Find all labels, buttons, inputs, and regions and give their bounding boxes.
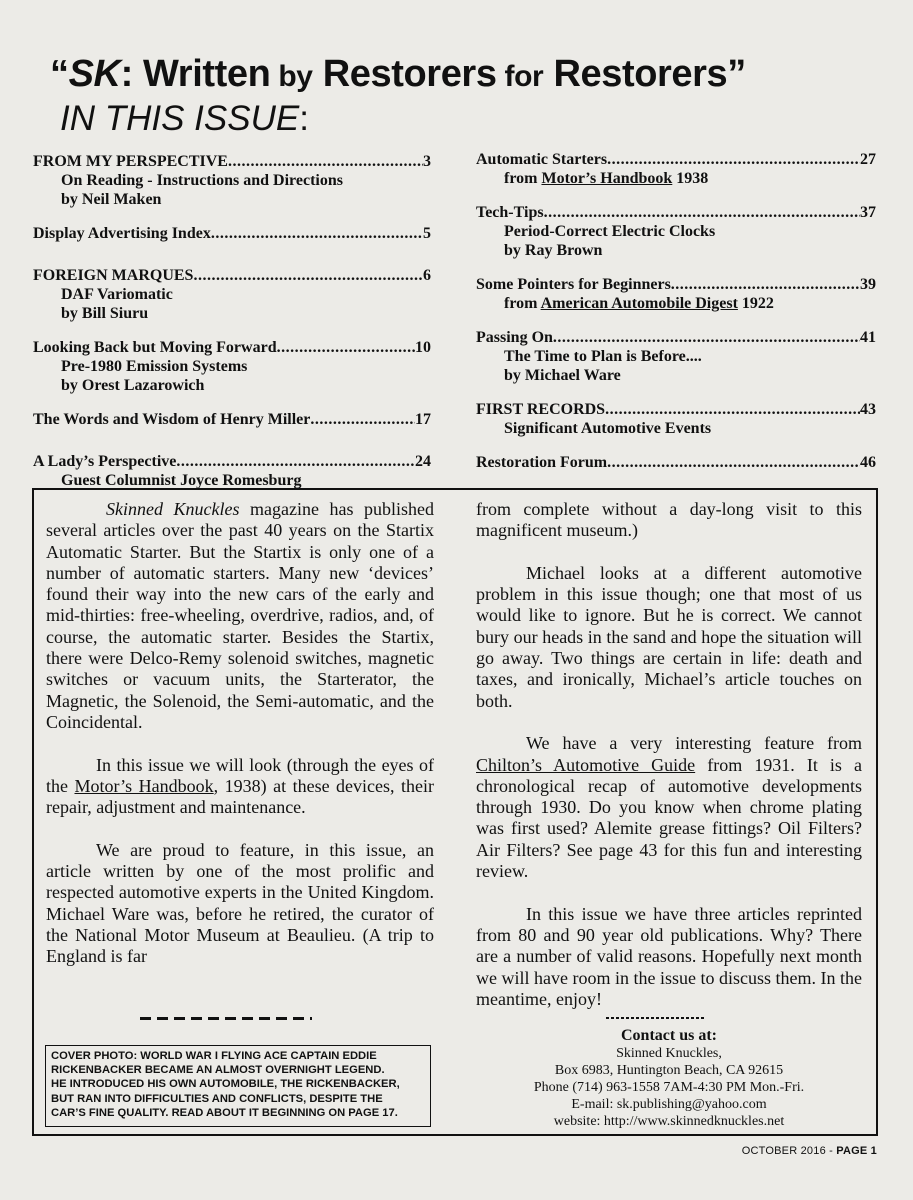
toc-page: 3	[423, 153, 431, 170]
toc-page: 5	[423, 225, 431, 242]
contact-address: Box 6983, Huntington Beach, CA 92615	[554, 1063, 784, 1078]
toc-entry[interactable]	[33, 410, 431, 429]
contact-heading: Contact us at:	[621, 1027, 717, 1044]
toc-page: 41	[860, 329, 876, 346]
toc-entry[interactable]	[476, 150, 876, 188]
toc-title: The Words and Wisdom of Henry Miller	[33, 411, 311, 428]
masthead-title: “SK: Written by Restorers for Restorers”	[50, 53, 746, 95]
toc-entry[interactable]	[476, 328, 876, 385]
in-this-issue-heading: IN THIS ISSUE:	[60, 99, 309, 138]
toc-title: Display Advertising Index	[33, 225, 211, 242]
toc-title: A Lady’s Perspective	[33, 453, 177, 470]
contact-website[interactable]: website: http://www.skinnedknuckles.net	[553, 1114, 785, 1129]
toc-left-column	[33, 152, 431, 505]
editorial-paragraph: In this issue we have three articles reprinted from 80 and 90 year old publications. Why? There are a number of valid reasons. Hopefully next month we will have room in the issue to discuss them. In the meantime, enjoy!	[476, 903, 862, 1009]
toc-author: by Bill Siuru	[61, 305, 149, 322]
toc-subtitle: On Reading - Instructions and Directions	[61, 172, 343, 189]
toc-title: FOREIGN MARQUES	[33, 267, 194, 284]
toc-entry[interactable]	[33, 266, 431, 323]
toc-title: Passing On	[476, 329, 553, 346]
editorial-paragraph: Michael looks at a different automotive problem in this issue though; one that most of us would like to ignore. But he is correct. We cannot bury our heads in the sand and hope the situation will go away. Two things are certain in life: death and taxes, and ironically, Michael’s article touches on both.	[476, 562, 862, 711]
toc-title: FIRST RECORDS	[476, 401, 606, 418]
toc-title: Tech-Tips	[476, 204, 544, 221]
toc-author: by Neil Maken	[61, 191, 162, 208]
toc-entry[interactable]	[33, 224, 431, 243]
toc-title: Automatic Starters	[476, 151, 608, 168]
toc-subtitle: Period-Correct Electric Clocks	[504, 223, 716, 240]
toc-entry[interactable]	[476, 400, 876, 438]
toc-entry[interactable]	[33, 152, 431, 209]
toc-page: 10	[415, 339, 431, 356]
editorial-paragraph: In this issue we will look (through the eyes of the Motor’s Handbook, 1938) at these devices, their repair, adjustment and maintenance.	[46, 754, 434, 818]
toc-page: 43	[860, 401, 876, 418]
toc-title: Looking Back but Moving Forward	[33, 339, 277, 356]
toc-page: 24	[415, 453, 431, 470]
editorial-paragraph: We have a very interesting feature from Chilton’s Automotive Guide from 1931. It is a chronological recap of automotive developments through 1930. Do you know when chrome plating was first used? Alemite grease fittings? Oil Filters? Air Filters? See page 43 for this fun and interesting review.	[476, 733, 862, 882]
toc-author: by Ray Brown	[504, 242, 603, 259]
editorial-paragraph: from complete without a day-long visit to this magnificent museum.)	[476, 499, 862, 541]
toc-entry[interactable]	[33, 452, 431, 490]
contact-name: Skinned Knuckles,	[616, 1046, 722, 1061]
toc-author: by Orest Lazarowich	[61, 377, 205, 394]
toc-right-column	[476, 150, 876, 487]
toc-page: 17	[415, 411, 431, 428]
toc-subtitle: Significant Automotive Events	[504, 420, 712, 437]
toc-title: FROM MY PERSPECTIVE	[33, 153, 228, 170]
contact-block	[476, 1026, 862, 1130]
toc-page: 46	[860, 454, 876, 471]
dotted-divider	[606, 1017, 706, 1019]
toc-page: 6	[423, 267, 431, 284]
cover-photo-caption: COVER PHOTO: WORLD WAR I FLYING ACE CAPTAIN EDDIE RICKENBACKER BECAME AN ALMOST OVERNIGHT LEGEND. HE INTRODUCED HIS OWN AUTOMOBILE, THE RICKENBACKER, BUT RAN INTO DIFFICULTIES AND CONFLICTS, DESPITE THE CAR’S FINE QUALITY. READ ABOUT IT BEGINNING ON PAGE 17.	[45, 1045, 431, 1127]
contact-email[interactable]: E-mail: sk.publishing@yahoo.com	[571, 1097, 767, 1112]
toc-entry[interactable]	[476, 453, 876, 472]
toc-subtitle: DAF Variomatic	[61, 286, 173, 303]
toc-subtitle: The Time to Plan is Before....	[504, 348, 702, 365]
toc-subtitle: Pre-1980 Emission Systems	[61, 358, 248, 375]
toc-page: 39	[860, 276, 876, 293]
editorial-left-column	[46, 499, 434, 968]
dashed-divider	[140, 1017, 312, 1020]
editorial-paragraph: We are proud to feature, in this issue, an article written by one of the most prolific and respected automotive experts in the United Kingdom. Michael Ware was, before he retired, the curator of the National Motor Museum at Beaulieu. (A trip to England is far	[46, 839, 434, 967]
toc-entry[interactable]	[476, 203, 876, 260]
contact-phone: Phone (714) 963-1558 7AM-4:30 PM Mon.-Fri.	[533, 1080, 805, 1095]
toc-page: 37	[860, 204, 876, 221]
page-footer: OCTOBER 2016 - PAGE 1	[741, 1145, 877, 1157]
toc-author: by Michael Ware	[504, 367, 621, 384]
toc-page: 27	[860, 151, 876, 168]
toc-entry[interactable]	[476, 275, 876, 313]
toc-entry[interactable]	[33, 338, 431, 395]
toc-subtitle: Guest Columnist Joyce Romesburg	[61, 472, 302, 489]
toc-source: from Motor’s Handbook 1938	[504, 170, 709, 187]
toc-title: Some Pointers for Beginners	[476, 276, 671, 293]
toc-title: Restoration Forum	[476, 454, 608, 471]
editorial-paragraph: Skinned Knuckles magazine has published several articles over the past 40 years on the Startix Automatic Starter. But the Startix is only one of a number of automatic starters. Many new ‘devices’ found their way into the new cars of the early and mid-thirties: free-wheeling, overdrive, radios, and, of course, the automatic starter. Besides the Startix, there were Delco-Remy solenoid switches, magnetic switches or vacuum units, the Starterator, the Magnetic, the Solenoid, the Semi-automatic, and the Coincidental.	[46, 499, 434, 732]
editorial-right-column	[476, 499, 862, 1031]
toc-source: from American Automobile Digest 1922	[504, 295, 774, 312]
